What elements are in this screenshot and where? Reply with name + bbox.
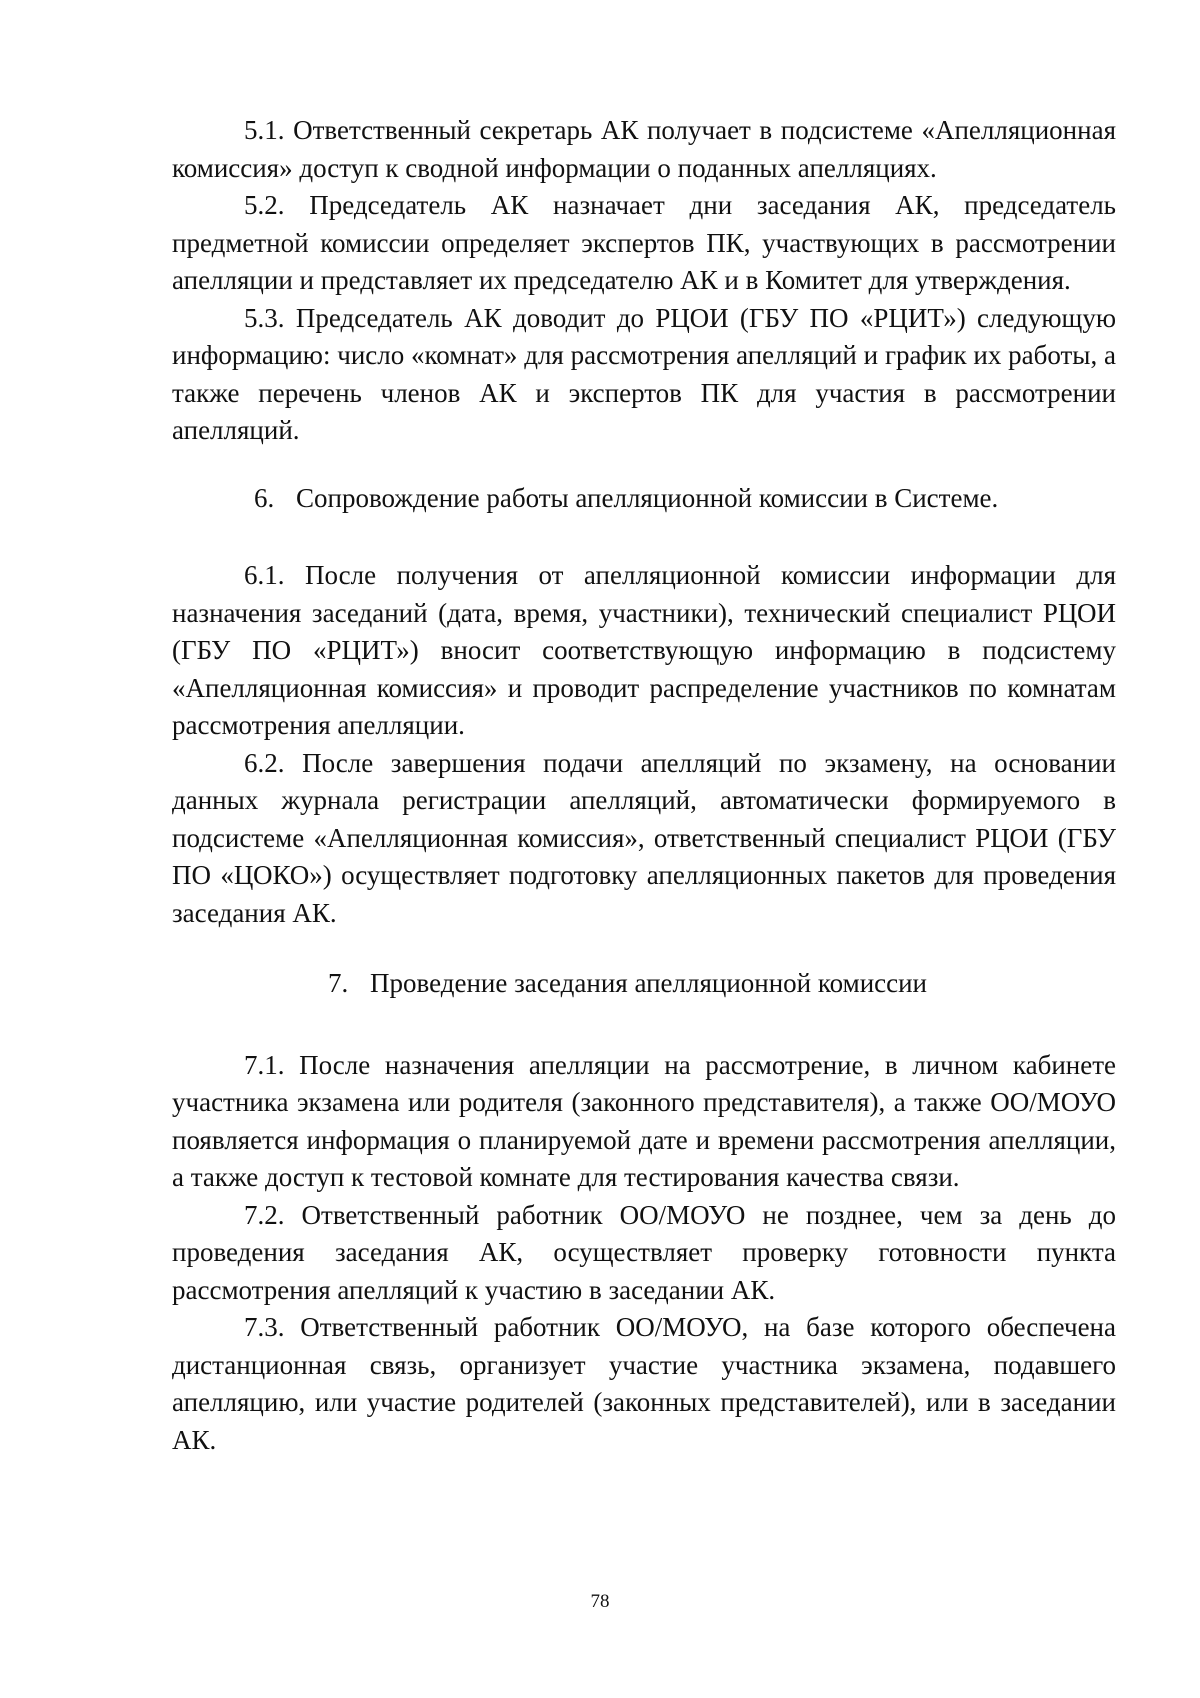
- paragraph-7-2: 7.2. Ответственный работник ОО/МОУО не позднее, чем за день до проведения заседания АК, осуществляет проверку готовности пункта рассмотрения апелляций к участию в заседании АК.: [172, 1199, 1116, 1305]
- section-6-number: 6.: [254, 482, 275, 513]
- paragraph-5-3: 5.3. Председатель АК доводит до РЦОИ (ГБУ ПО «РЦИТ») следующую информацию: число «комнат» для рассмотрения апелляций и график их работы, а также перечень членов АК и экспертов ПК для участия в рассмотрении апелляций.: [172, 302, 1116, 445]
- section-7-title: Проведение заседания апелляционной комиссии: [370, 968, 928, 998]
- page-content: [172, 112, 1116, 1459]
- paragraph-7-1: 7.1. После назначения апелляции на рассмотрение, в личном кабинете участника экзамена или родителя (законного представителя), а также ОО/МОУО появляется информация о планируемой дате и времени рассмотрения апелляции, а также доступ к тестовой комнате для тестирования качества связи.: [172, 1049, 1116, 1192]
- section-7-number: 7.: [328, 968, 349, 998]
- page-number: 78: [590, 1591, 610, 1612]
- section-7-heading: [172, 965, 1116, 1003]
- section-6-title: Сопровождение работы апелляционной комиссии в Системе.: [296, 482, 999, 513]
- paragraph-5-1: 5.1. Ответственный секретарь АК получает в подсистеме «Апелляционная комиссия» доступ к сводной информации о поданных апелляциях.: [172, 115, 1116, 183]
- paragraph-6-1: 6.1. После получения от апелляционной комиссии информации для назначения заседаний (дата, время, участники), технический специалист РЦОИ (ГБУ ПО «РЦИТ») вносит соответствующую информацию в подсистему «Апелляционная комиссия» и проводит распределение участников по комнатам рассмотрения апелляции.: [172, 560, 1116, 740]
- paragraph-6-2: 6.2. После завершения подачи апелляций по экзамену, на основании данных журнала регистрации апелляций, автоматически формируемого в подсистеме «Апелляционная комиссия», ответственный специалист РЦОИ (ГБУ ПО «ЦОКО») осуществляет подготовку апелляционных пакетов для проведения заседания АК.: [172, 747, 1116, 928]
- paragraph-7-3: 7.3. Ответственный работник ОО/МОУО, на базе которого обеспечена дистанционная связь, организует участие участника экзамена, подавшего апелляцию, или участие родителей (законных представителей), или в заседании АК.: [172, 1312, 1116, 1455]
- section-6-heading: [172, 480, 1116, 518]
- paragraph-5-2: 5.2. Председатель АК назначает дни заседания АК, председатель предметной комиссии определяет экспертов ПК, участвующих в рассмотрении апелляции и представляет их председателю АК и в Комитет для утверждения.: [172, 190, 1116, 295]
